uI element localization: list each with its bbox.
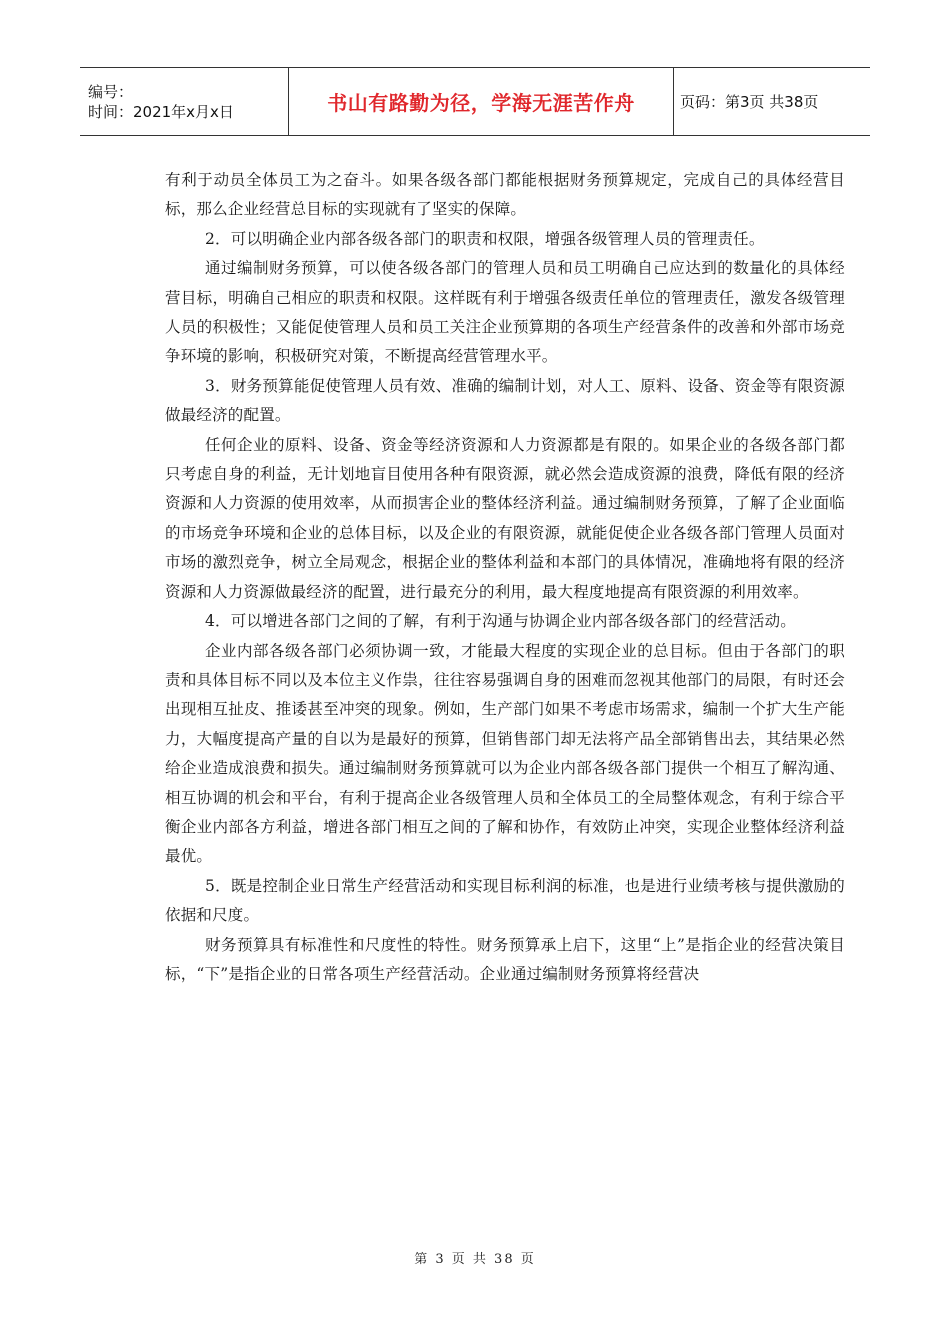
paragraph: 企业内部各级各部门必须协调一致，才能最大程度的实现企业的总目标。但由于各部门的职责和具体目标不同以及本位主义作祟，往往容易强调自身的困难而忽视其他部门的局限，有时还会出现相互扯皮、推诿甚至冲突的现象。例如，生产部门如果不考虑市场需求，编制一个扩大生产能力，大幅度提高产量的自以为是最好的预算，但销售部门却无法将产品全部销售出去，其结果必然给企业造成浪费和损失。通过编制财务预算就可以为企业内部各级各部门提供一个相互了解沟通、相互协调的机会和平台，有利于提高企业各级管理人员和全体员工的全局整体观念，有利于综合平衡企业内部各方利益，增进各部门相互之间的了解和协作，有效防止冲突，实现企业整体经济利益最优。 bbox=[165, 641, 845, 866]
paragraph: 财务预算具有标准性和尺度性的特性。财务预算承上启下，这里“上”是指企业的经营决策目标，“下”是指企业的日常各项生产经营活动。企业通过编制财务预算将经营决 bbox=[165, 935, 845, 983]
header-meta-cell bbox=[80, 68, 289, 136]
section-heading-2: 2．可以明确企业内部各级各部门的职责和权限，增强各级管理人员的管理责任。 bbox=[205, 229, 765, 248]
paragraph: 有利于动员全体员工为之奋斗。如果各级各部门都能根据财务预算规定，完成自己的具体经营目标，那么企业经营总目标的实现就有了坚实的保障。 bbox=[165, 171, 845, 219]
header-motto: 书山有路勤为径，学海无涯苦作舟 bbox=[327, 91, 635, 115]
document-date-label: 时间：2021年x月x日 bbox=[88, 102, 234, 121]
section-heading-3: 3．财务预算能促使管理人员有效、准确的编制计划，对人工、原料、设备、资金等有限资源做最经济的配置。 bbox=[165, 376, 845, 425]
header-page-cell bbox=[674, 68, 871, 136]
document-number-label: 编号： bbox=[88, 82, 134, 101]
section-heading-5: 5．既是控制企业日常生产经营活动和实现目标利润的标准，也是进行业绩考核与提供激励的依据和尺度。 bbox=[165, 876, 845, 925]
header-motto-cell bbox=[289, 68, 674, 136]
paragraph: 通过编制财务预算，可以使各级各部门的管理人员和员工明确自己应达到的数量化的具体经营目标，明确自己相应的职责和权限。这样既有利于增强各级责任单位的管理责任，激发各级管理人员的积极性；又能促使管理人员和员工关注企业预算期的各项生产经营条件的改善和外部市场竞争环境的影响，积极研究对策，不断提高经营管理水平。 bbox=[165, 259, 845, 366]
header-page-code: 页码：第3页 共38页 bbox=[680, 92, 819, 111]
paragraph: 任何企业的原料、设备、资金等经济资源和人力资源都是有限的。如果企业的各级各部门都只考虑自身的利益，无计划地盲目使用各种有限资源，就必然会造成资源的浪费，降低有限的经济资源和人力资源的使用效率，从而损害企业的整体经济利益。通过编制财务预算，了解了企业面临的市场竞争环境和企业的总体目标，以及企业的有限资源，就能促使企业各级各部门管理人员面对市场的激烈竞争，树立全局观念，根据企业的整体利益和本部门的具体情况，准确地将有限的经济资源和人力资源做最经济的配置，进行最充分的利用，最大程度地提高有限资源的利用效率。 bbox=[165, 435, 845, 601]
page-footer: 第 3 页 共 38 页 bbox=[414, 1252, 536, 1267]
section-heading-4: 4．可以增进各部门之间的了解，有利于沟通与协调企业内部各级各部门的经营活动。 bbox=[205, 612, 796, 631]
page-header bbox=[80, 67, 870, 136]
document-body bbox=[165, 166, 845, 989]
